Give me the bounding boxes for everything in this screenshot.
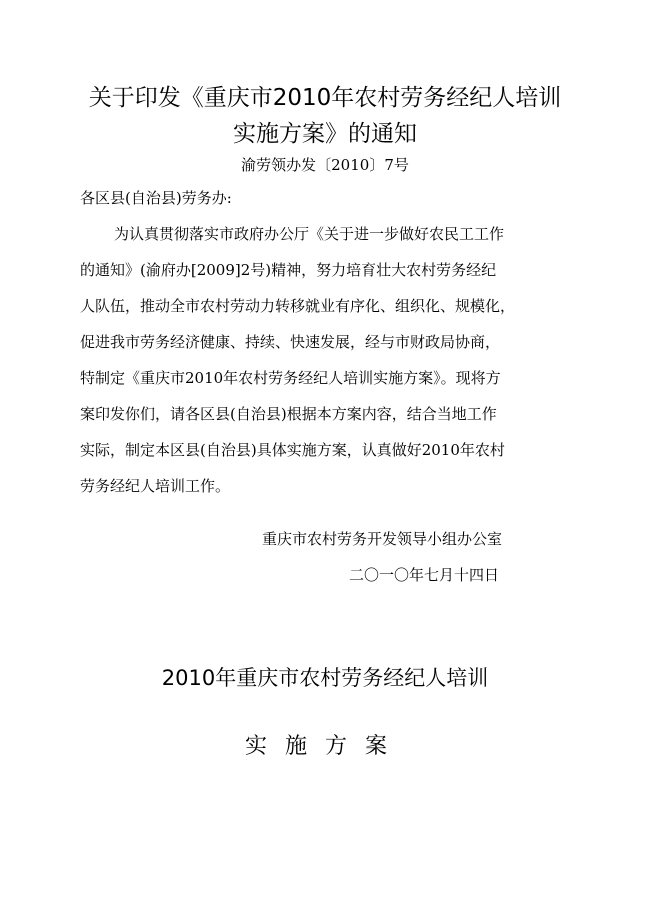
body-text-line: 案印发你们，请各区县(自治县)根据本方案内容，结合当地工作 — [80, 405, 497, 423]
plan-subtitle: 实施方案 — [244, 734, 405, 759]
document-number: 渝劳领办发〔2010〕7号 — [241, 156, 409, 174]
body-text-line: 实际，制定本区县(自治县)具体实施方案，认真做好2010年农村 — [80, 441, 505, 459]
body-text-line: 特制定《重庆市2010年农村劳务经纪人培训实施方案》。现将方 — [80, 369, 501, 387]
notice-title-line-1: 关于印发《重庆市2010年农村劳务经纪人培训 — [88, 85, 562, 111]
notice-title-line-2: 实施方案》的通知 — [233, 121, 417, 147]
body-text-line: 为认真贯彻落实市政府办公厅《关于进一步做好农民工工作 — [114, 225, 505, 243]
body-text-line: 人队伍，推动全市农村劳动力转移就业有序化、组织化、规模化， — [80, 297, 516, 315]
signature-organization: 重庆市农村劳务开发领导小组办公室 — [262, 530, 503, 548]
signature-date: 二〇一〇年七月十四日 — [349, 566, 500, 584]
plan-title: 2010年重庆市农村劳务经纪人培训 — [161, 666, 489, 690]
salutation: 各区县(自治县)劳务办: — [80, 189, 232, 207]
body-text-line: 劳务经纪人培训工作。 — [80, 477, 231, 495]
body-text-line: 促进我市劳务经济健康、持续、快速发展，经与市财政局协商， — [80, 333, 501, 351]
body-text-line: 的通知》(渝府办[2009]2号)精神，努力培育壮大农村劳务经纪 — [80, 261, 497, 279]
